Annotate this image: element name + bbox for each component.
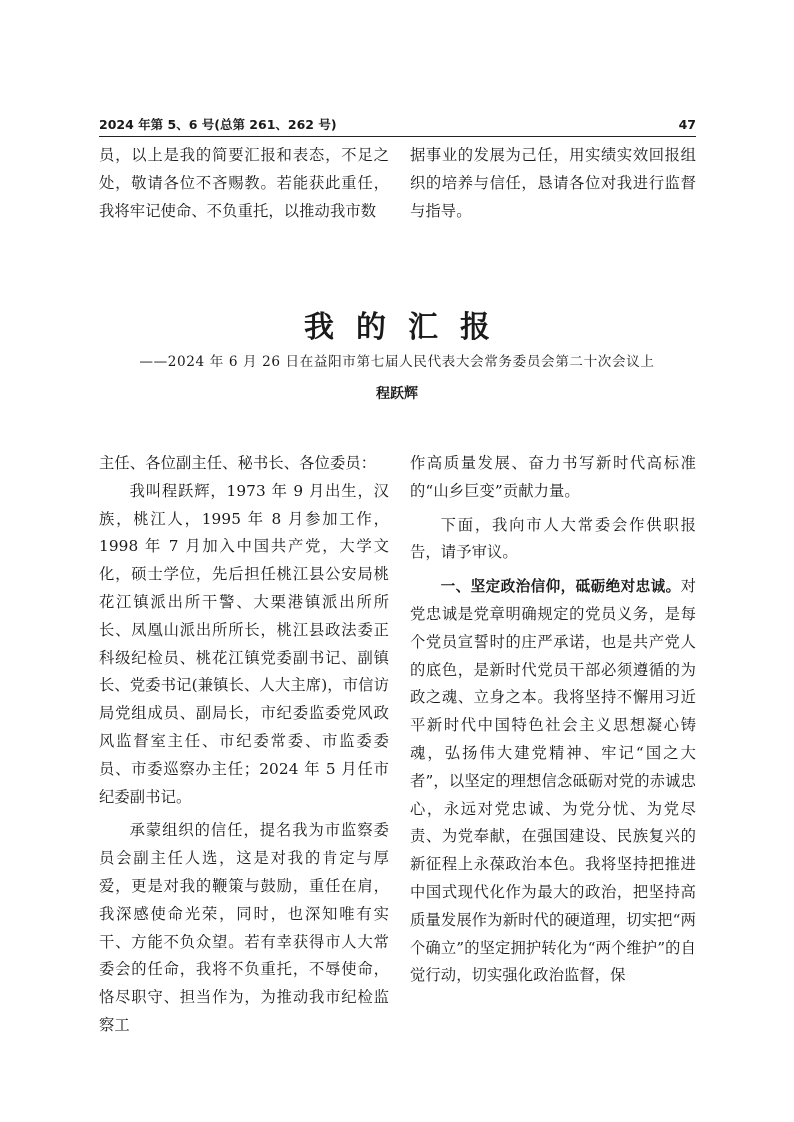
article-title: 我的汇报	[304, 310, 512, 345]
issue-label: 2024 年第 5、6 号(总第 261、262 号)	[99, 117, 337, 132]
paragraph-nomination: 承蒙组织的信任，提名我为市监察委员会副主任人选，这是对我的肯定与厚爱，更是对我的鞭策与鼓励，重任在肩，我深感使命光荣，同时，也深知唯有实干、方能不负众望。若有幸获得市人大常委会的任命，我将不负重托，不辱使命，恪尽职守、担当作为，为推动我市纪检监察工	[99, 821, 389, 1034]
paragraph-report: 下面，我向市人大常委会作供职报告，请予审议。	[410, 515, 696, 562]
top-right-column	[410, 142, 696, 225]
article-subtitle: ——2024 年 6 月 26 日在益阳市第七届人民代表大会常务委员会第二十次会议上	[139, 354, 655, 370]
top-right-text: 据事业的发展为己任，用实绩实效回报组织的培养与信任，恳请各位对我进行监督与指导。	[410, 146, 696, 220]
section-1	[410, 573, 696, 990]
section-1-heading: 一、坚定政治信仰，砥砺绝对忠诚。	[440, 578, 681, 596]
article-author: 程跃辉	[376, 386, 418, 402]
running-header	[99, 116, 696, 137]
paragraph-intro: 我叫程跃辉，1973 年 9 月出生，汉族，桃江人，1995 年 8 月参加工作，1998 年 7 月加入中国共产党，大学文化，硕士学位，先后担任桃江县公安局桃花江镇派出所干警、大栗港镇派出所所长、凤凰山派出所所长，桃江县政法委正科级纪检员、桃花江镇党委副书记、副镇长、党委书记(兼镇长、人大主席)，市信访局党组成员、副局长，市纪委监委党风政风监督室主任、市纪委常委、市监委委员、市委巡察办主任；2024 年 5 月任市纪委副书记。	[99, 481, 389, 806]
salutation: 主任、各位副主任、秘书长、各位委员：	[99, 454, 377, 472]
body-left-column	[99, 450, 389, 1040]
top-left-text: 员，以上是我的简要汇报和表态，不足之处，敬请各位不吝赐教。若能获此重任，我将牢记使命、不负重托，以推动我市数	[99, 146, 389, 220]
section-1-text: 对党忠诚是党章明确规定的党员义务，是每个党员宣誓时的庄严承诺，也是共产党人的底色，是新时代党员干部必须遵循的为政之魂、立身之本。我将坚持不懈用习近平新时代中国特色社会主义思想凝心铸魂，弘扬伟大建党精神、牢记“国之大者”，以坚定的理想信念砥砺对党的赤诚忠心，永远对党忠诚、为党分忧、为党尽责、为党奉献，在强国建设、民族复兴的新征程上永葆政治本色。我将坚持把推进中国式现代化作为最大的政治，把坚持高质量发展作为新时代的硬道理，切实把“两个确立”的坚定拥护转化为“两个维护”的自觉行动，切实强化政治监督，保	[410, 577, 696, 985]
top-left-column	[99, 142, 389, 225]
body-right-column	[410, 450, 696, 990]
paragraph-nomination-continued: 作高质量发展、奋力书写新时代高标准的“山乡巨变”贡献力量。	[410, 454, 696, 500]
page-number: 47	[678, 117, 696, 132]
